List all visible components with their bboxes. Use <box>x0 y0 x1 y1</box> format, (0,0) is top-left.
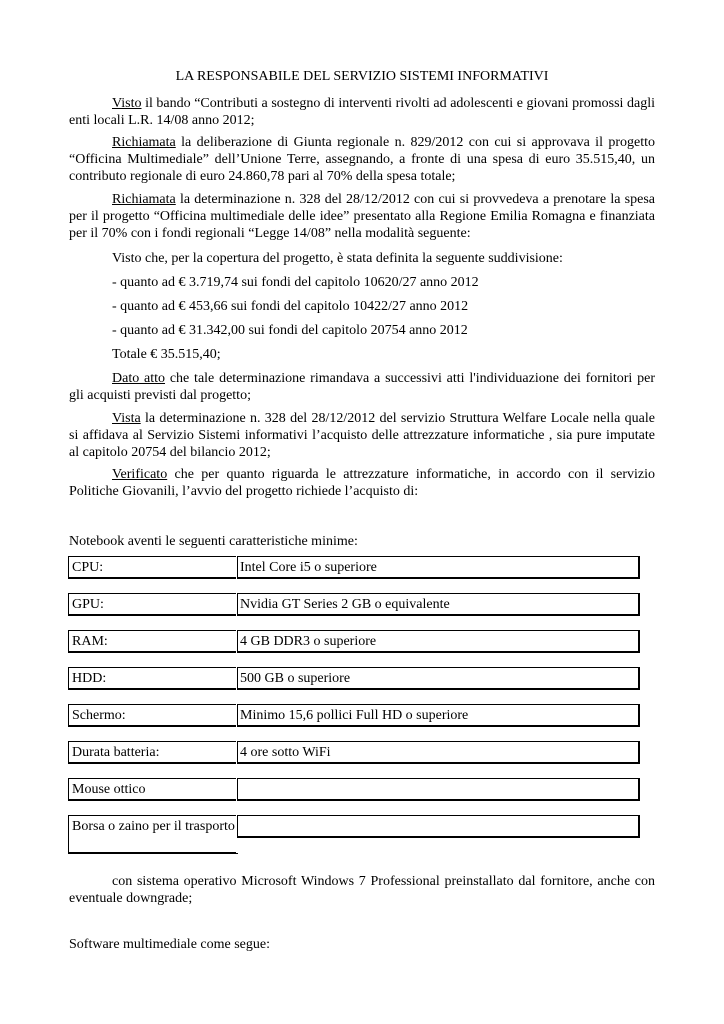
spec-value <box>237 778 640 801</box>
paragraph-richiamata-2 <box>69 191 655 242</box>
paragraph-verificato <box>69 466 655 500</box>
keyword-verificato: Verificato <box>112 467 168 482</box>
software-heading: Software multimediale come segue: <box>69 937 270 952</box>
paragraph-verificato-text: che per quanto riguarda le attrezzature informatiche, in accordo con il servizio Politiche Giovanili, l’avvio del progetto richiede l’acquisto di: <box>69 467 655 499</box>
quota-line-3: - quanto ad € 31.342,00 sui fondi del capitolo 20754 anno 2012 <box>112 323 468 338</box>
paragraph-richiamata-1 <box>69 134 655 185</box>
spec-label: HDD: <box>68 667 236 690</box>
paragraph-visto-che: Visto che, per la copertura del progetto, è stata definita la seguente suddivisione: <box>112 251 563 266</box>
keyword-richiamata-2: Richiamata <box>112 192 176 207</box>
paragraph-dato-atto <box>69 370 655 404</box>
spec-label: RAM: <box>68 630 236 653</box>
paragraph-visto-text: il bando “Contributi a sostegno di interventi rivolti ad adolescenti e giovani promossi dagli enti locali L.R. 14/08 anno 2012; <box>69 96 655 128</box>
spec-label: Durata batteria: <box>68 741 236 764</box>
paragraph-richiamata-1-text: la deliberazione di Giunta regionale n. 829/2012 con cui si approvava il progetto “Officina Multimediale” dell’Unione Terre, assegnando, a fronte di una spesa di euro 35.515,40, un contributo regionale di euro 24.860,78 pari al 70% della spesa totale; <box>69 135 655 184</box>
spec-value <box>237 815 640 838</box>
spec-value: Nvidia GT Series 2 GB o equivalente <box>237 593 640 616</box>
totale-line: Totale € 35.515,40; <box>112 347 221 362</box>
spec-value: 4 GB DDR3 o superiore <box>237 630 640 653</box>
paragraph-dato-atto-text: che tale determinazione rimandava a successivi atti l'individuazione dei fornitori per gli acquisti previsti dal progetto; <box>69 371 655 403</box>
spec-value: Minimo 15,6 pollici Full HD o superiore <box>237 704 640 727</box>
notebook-intro: Notebook aventi le seguenti caratteristiche minime: <box>69 534 358 549</box>
quota-line-2: - quanto ad € 453,66 sui fondi del capitolo 10422/27 anno 2012 <box>112 299 469 314</box>
keyword-vista: Vista <box>112 411 141 426</box>
paragraph-visto <box>69 95 655 129</box>
paragraph-os: con sistema operativo Microsoft Windows 7 Professional preinstallato dal fornitore, anche con eventuale downgrade; <box>69 874 655 906</box>
spec-value: 4 ore sotto WiFi <box>237 741 640 764</box>
keyword-dato-atto: Dato atto <box>112 371 166 386</box>
paragraph-vista-text: la determinazione n. 328 del 28/12/2012 del servizio Struttura Welfare Locale nella quale si affidava al Servizio Sistemi informativi l’acquisto delle attrezzature informatiche , sia pure imputate al capitolo 20754 del bilancio 2012; <box>69 411 655 460</box>
spec-label: Mouse ottico <box>68 778 236 801</box>
document-title: LA RESPONSABILE DEL SERVIZIO SISTEMI INFORMATIVI <box>175 69 549 84</box>
keyword-visto: Visto <box>112 96 142 111</box>
spec-value: Intel Core i5 o superiore <box>237 556 640 579</box>
spec-label: Borsa o zaino per il trasporto <box>68 815 236 853</box>
spec-label: Schermo: <box>68 704 236 727</box>
quota-line-1: - quanto ad € 3.719,74 sui fondi del capitolo 10620/27 anno 2012 <box>112 275 479 290</box>
spec-label: CPU: <box>68 556 236 579</box>
spec-label: GPU: <box>68 593 236 616</box>
paragraph-vista <box>69 410 655 461</box>
keyword-richiamata-1: Richiamata <box>112 135 176 150</box>
spec-value: 500 GB o superiore <box>237 667 640 690</box>
paragraph-richiamata-2-text: la determinazione n. 328 del 28/12/2012 con cui si provvedeva a prenotare la spesa per il progetto “Officina multimediale delle idee” presentato alla Regione Emilia Romagna e finanziata per il 70% con i fondi regionali “Legge 14/08” nella modalità seguente: <box>69 192 655 241</box>
